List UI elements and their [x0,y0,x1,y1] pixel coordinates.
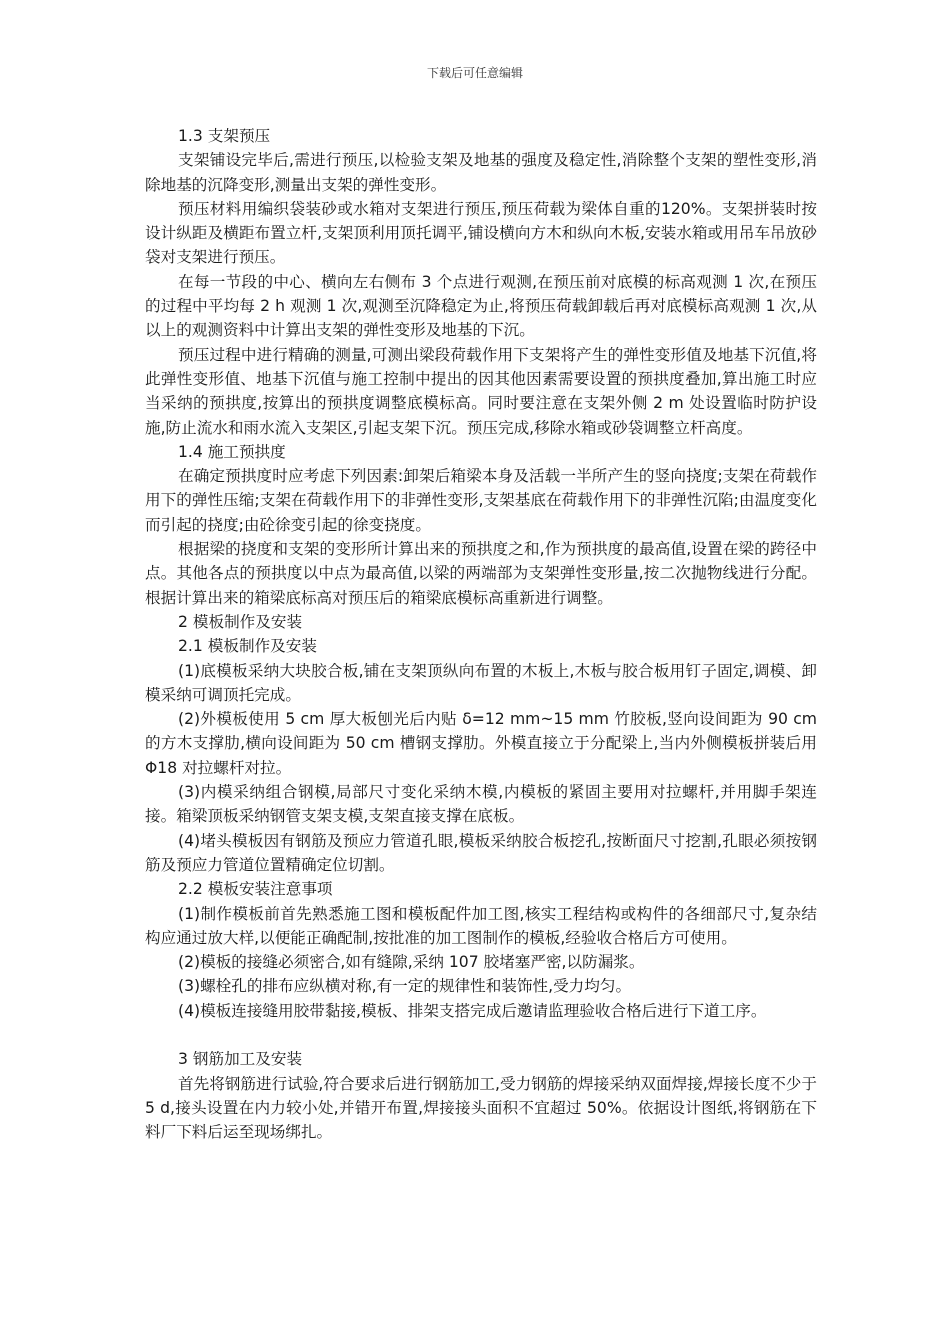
paragraph: 首先将钢筋进行试验,符合要求后进行钢筋加工,受力钢筋的焊接采纳双面焊接,焊接长度不少于 5 d,接头设置在内力较小处,并错开布置,焊接接头面积不宜超过 50%。依据设计图纸,将钢筋在下料厂下料后运至现场绑扎。 [145,1074,817,1142]
paragraph: 预压材料用编织袋装砂或水箱对支架进行预压,预压荷载为梁体自重的120%。支架拼装时按设计纵距及横距布置立杆,支架顶利用顶托调平,铺设横向方木和纵向木板,安装水箱或用吊车吊放砂袋对支架进行预压。 [145,199,817,267]
section-heading-1-3: 1.3 支架预压 [178,127,271,145]
document-body [145,124,817,1144]
list-item: (3)内模采纳组合钢模,局部尺寸变化采纳木模,内模板的紧固主要用对拉螺杆,并用脚手架连接。箱梁顶板采纳钢管支架支模,支架直接支撑在底板。 [145,783,817,826]
paragraph: 预压过程中进行精确的测量,可测出梁段荷载作用下支架将产生的弹性变形值及地基下沉值,将此弹性变形值、地基下沉值与施工控制中提出的因其他因素需要设置的预拱度叠加,算出施工时应当采纳的预拱度,按算出的预拱度调整底模标高。同时要注意在支架外侧 2 m 处设置临时防护设施,防止流水和雨水流入支架区,引起支架下沉。预压完成,移除水箱或砂袋调整立杆高度。 [145,345,817,437]
section-heading-2: 2 模板制作及安装 [178,612,303,631]
paragraph: 在确定预拱度时应考虑下列因素:卸架后箱梁本身及活载一半所产生的竖向挠度;支架在荷载作用下的弹性压缩;支架在荷载作用下的非弹性变形,支架基底在荷载作用下的非弹性沉陷;由温度变化而引起的挠度;由砼徐变引起的徐变挠度。 [145,467,817,534]
list-item: (1)制作模板前首先熟悉施工图和模板配件加工图,核实工程结构或构件的各细部尺寸,复杂结构应通过放大样,以便能正确配制,按批准的加工图制作的模板,经验收合格后方可使用。 [145,904,817,947]
paragraph: 在每一节段的中心、横向左右侧布 3 个点进行观测,在预压前对底模的标高观测 1 次,在预压的过程中平均每 2 h 观测 1 次,观测至沉降稳定为止,将预压荷载卸载后再对底模标高观测 1 次,从以上的观测资料中计算出支架的弹性变形及地基的下沉。 [145,272,817,340]
paragraph: 根据梁的挠度和支架的变形所计算出来的预拱度之和,作为预拱度的最高值,设置在梁的跨径中点。其他各点的预拱度以中点为最高值,以梁的两端部为支架弹性变形量,按二次抛物线进行分配。根据计算出来的箱梁底标高对预压后的箱梁底模标高重新进行调整。 [145,540,817,607]
list-item: (1)底模板采纳大块胶合板,铺在支架顶纵向布置的木板上,木板与胶合板用钉子固定,调模、卸模采纳可调顶托完成。 [145,661,817,704]
section-heading-1-4: 1.4 施工预拱度 [178,442,286,461]
section-heading-2-2: 2.2 模板安装注意事项 [178,880,333,899]
list-item: (2)外模板使用 5 cm 厚大板刨光后内贴 δ=12 mm~15 mm 竹胶板,竖向设间距为 90 cm 的方木支撑肋,横向设间距为 50 cm 槽钢支撑肋。外模直接立于分配梁上,当内外侧模板拼装后用 Φ18 对拉螺杆对拉。 [145,710,817,777]
list-item: (3)螺栓孔的排布应纵横对称,有一定的规律性和装饰性,受力均匀。 [178,977,632,996]
page-header: 下载后可任意编辑 [426,66,523,80]
paragraph: 支架铺设完毕后,需进行预压,以检验支架及地基的强度及稳定性,消除整个支架的塑性变形,消除地基的沉降变形,测量出支架的弹性变形。 [145,151,817,194]
list-item: (4)堵头模板因有钢筋及预应力管道孔眼,模板采纳胶合板挖孔,按断面尺寸挖割,孔眼必须按钢筋及预应力管道位置精确定位切割。 [145,831,817,874]
blank-line [145,1023,817,1047]
section-heading-3: 3 钢筋加工及安装 [178,1050,303,1069]
list-item: (2)模板的接缝必须密合,如有缝隙,采纳 107 胶堵塞严密,以防漏浆。 [178,953,645,972]
list-item: (4)模板连接缝用胶带黏接,模板、排架支搭完成后邀请监理验收合格后进行下道工序。 [178,1001,767,1020]
section-heading-2-1: 2.1 模板制作及安装 [178,637,317,656]
